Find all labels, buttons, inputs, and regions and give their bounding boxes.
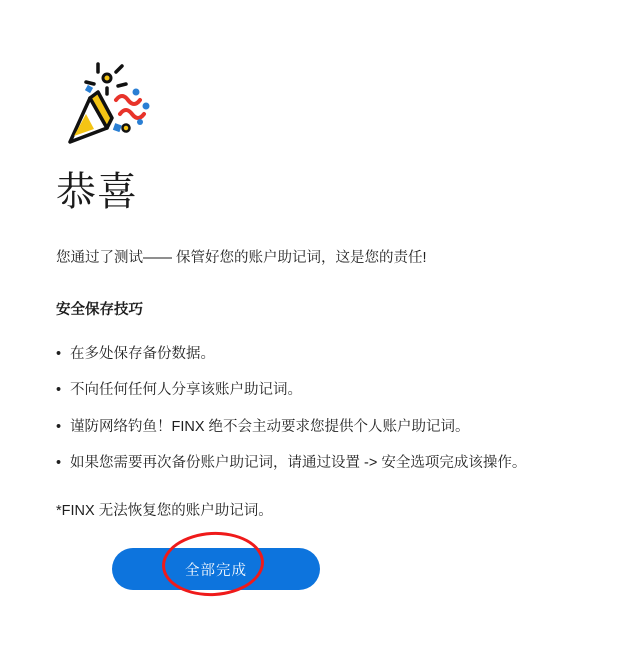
- tips-title: 安全保存技巧: [56, 301, 143, 318]
- intro-text: 您通过了测试—— 保管好您的账户助记词，这是您的责任!: [56, 250, 427, 266]
- list-item: • 如果您需要再次备份账户助记词，请通过设置 -> 安全选项完成该操作。: [56, 452, 564, 474]
- party-popper-icon: [60, 56, 156, 152]
- all-done-button[interactable]: 全部完成: [112, 548, 320, 590]
- recovery-note: *FINX 无法恢复您的账户助记词。: [56, 502, 273, 519]
- list-item: • 不向任何任何人分享该账户助记词。: [56, 379, 564, 401]
- page-title: 恭喜: [56, 170, 138, 214]
- list-item: • 谨防网络钓鱼！FINX 绝不会主动要求您提供个人账户助记词。: [56, 416, 564, 438]
- list-item: • 在多处保存备份数据。: [56, 343, 564, 365]
- tips-list: [56, 343, 564, 475]
- button-row: [56, 548, 564, 590]
